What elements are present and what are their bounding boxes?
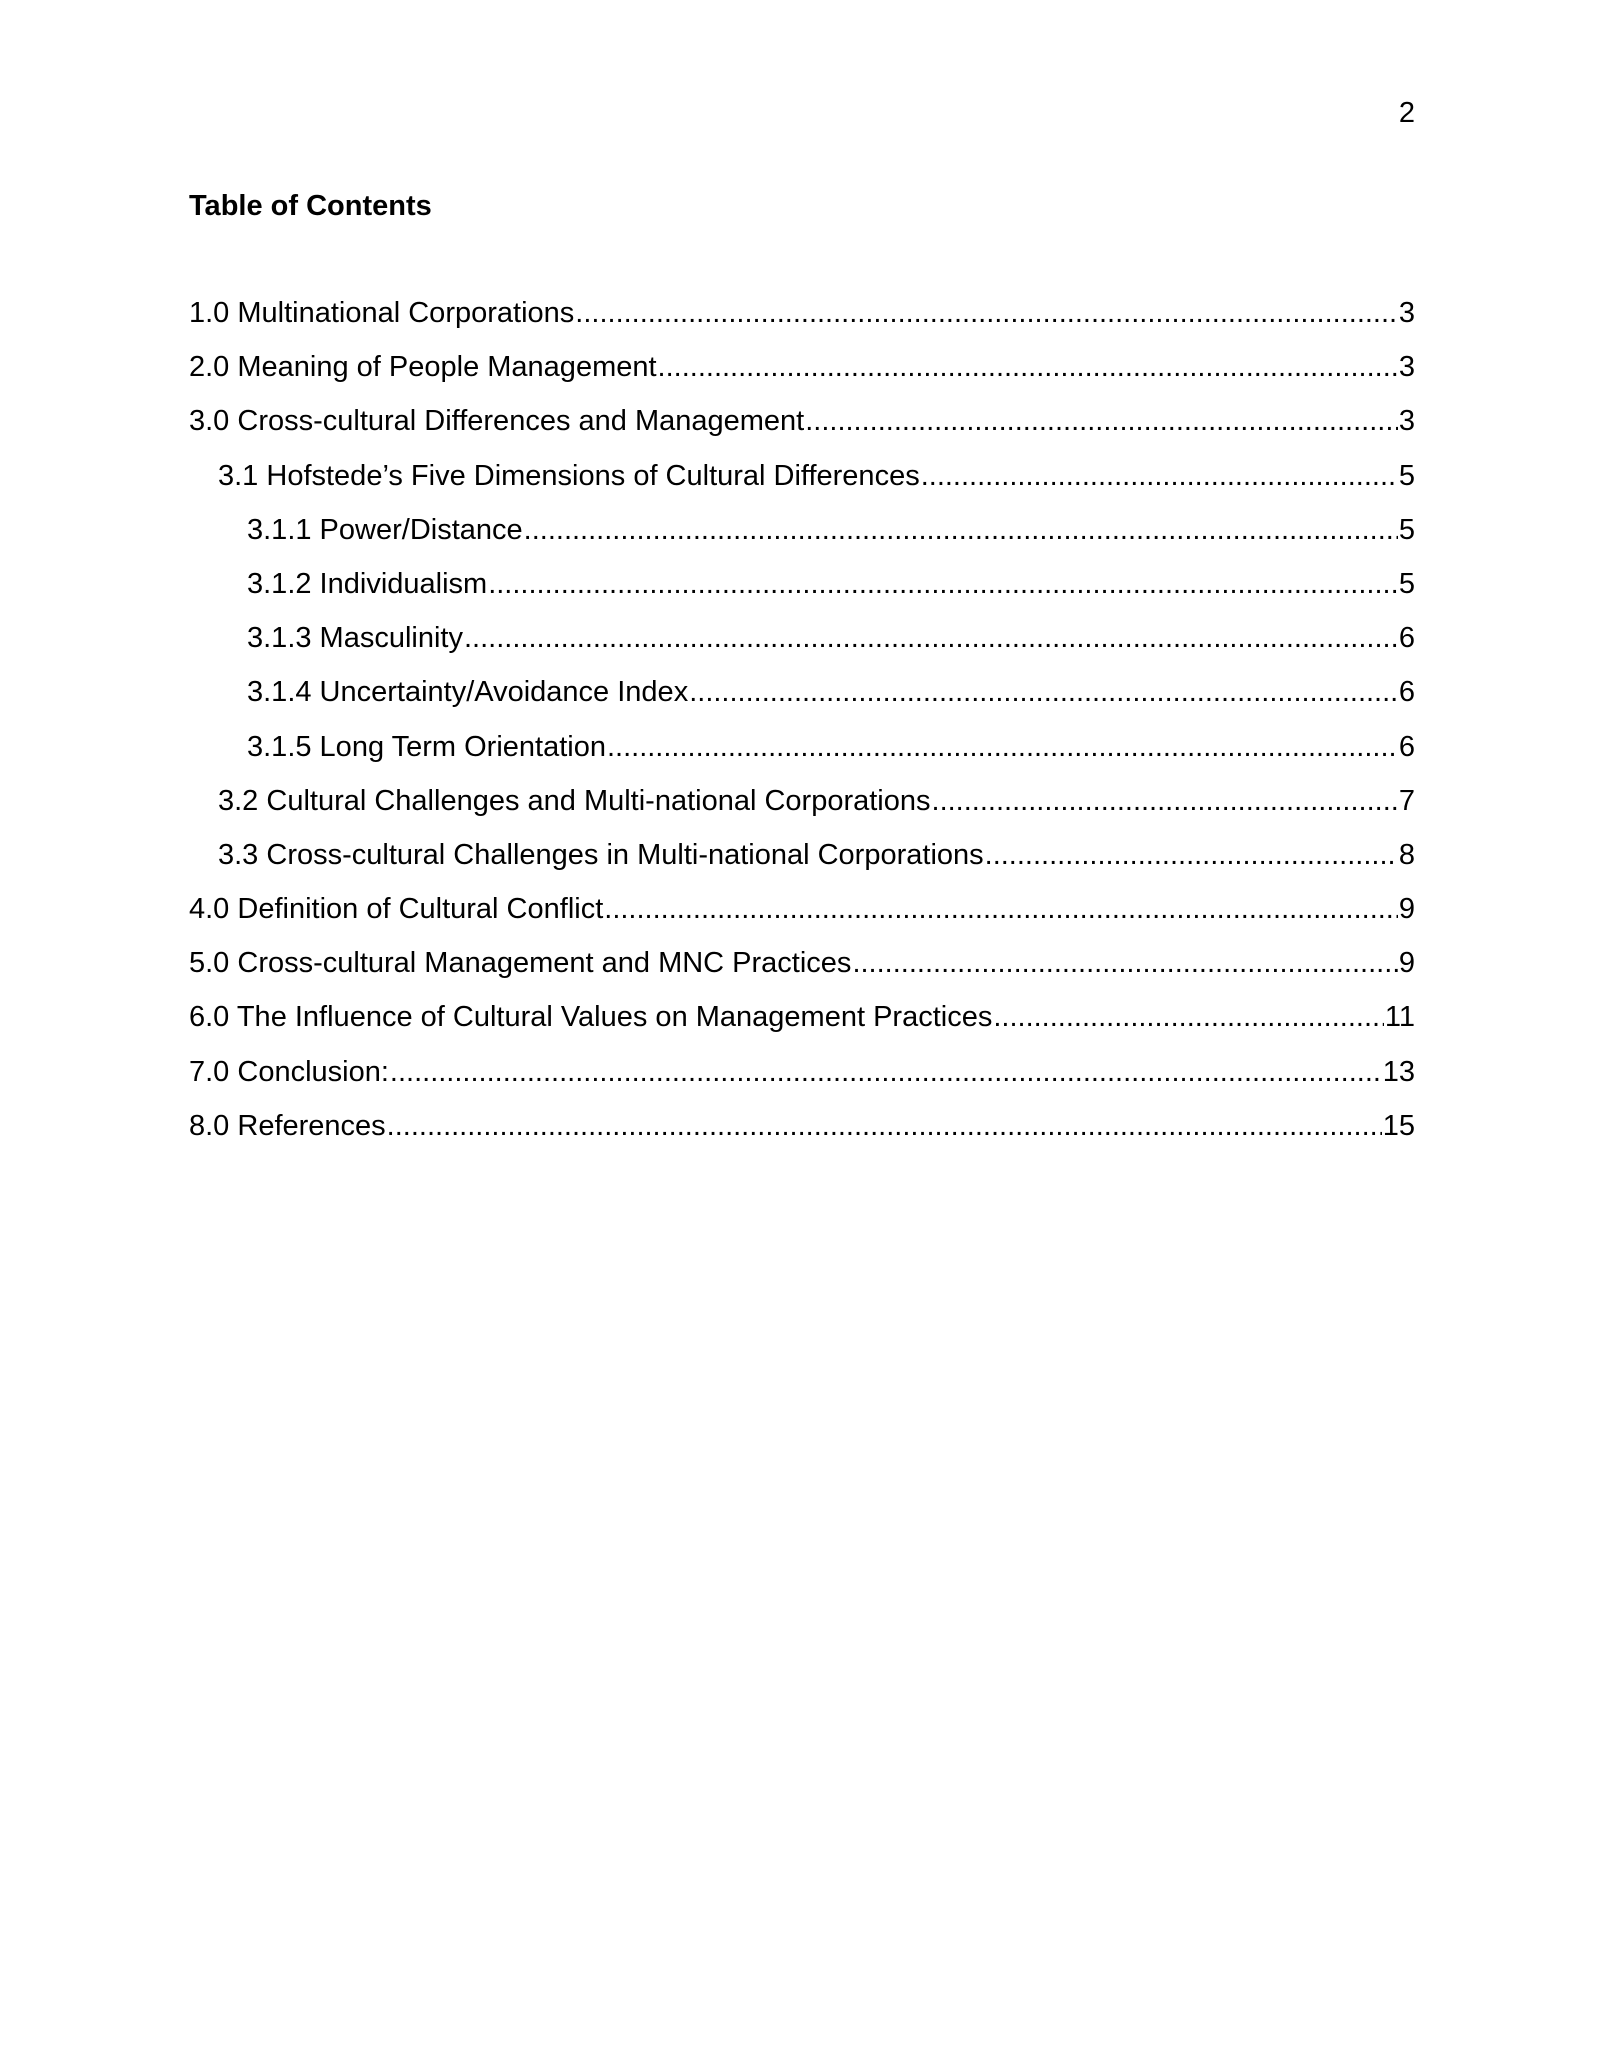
toc-entry-label: 7.0 Conclusion:: [189, 1055, 389, 1088]
toc-dot-leader: [805, 404, 1398, 438]
toc-entry[interactable]: [189, 1109, 1415, 1163]
toc-entry[interactable]: [189, 1055, 1415, 1109]
toc-entry-page: 5: [1398, 513, 1415, 546]
page-number: 2: [1398, 97, 1415, 129]
toc-entry-label: 3.1.2 Individualism: [247, 567, 488, 600]
toc-entry-page: 9: [1398, 947, 1415, 980]
toc-entry-page: 6: [1398, 622, 1415, 655]
toc-entry-page: 9: [1398, 893, 1415, 926]
toc-entry-label: 2.0 Meaning of People Management: [189, 351, 657, 384]
toc-entry-label: 3.3 Cross-cultural Challenges in Multi-national Corporations: [218, 838, 984, 871]
toc-entry-label: 3.1.5 Long Term Orientation: [247, 730, 606, 763]
toc-entry[interactable]: [189, 675, 1415, 729]
toc-entry-page: 3: [1398, 351, 1415, 384]
toc-entry[interactable]: [189, 946, 1415, 1000]
toc-entry-page: 5: [1398, 567, 1415, 600]
toc-entry-page: 6: [1398, 676, 1415, 709]
toc-entry-page: 3: [1398, 405, 1415, 438]
toc-entry-page: 7: [1398, 784, 1415, 817]
toc-entry[interactable]: [189, 567, 1415, 621]
toc-entry-label: 3.2 Cultural Challenges and Multi-national Corporations: [218, 784, 931, 817]
toc-entry[interactable]: [189, 296, 1415, 350]
toc-entry-page: 6: [1398, 730, 1415, 763]
toc-entry-label: 3.1 Hofstede’s Five Dimensions of Cultural Differences: [218, 459, 920, 492]
toc-entry-label: 6.0 The Influence of Cultural Values on Management Practices: [189, 1001, 993, 1034]
toc-dot-leader: [464, 621, 1398, 655]
toc-dot-leader: [390, 1055, 1382, 1089]
toc-dot-leader: [488, 567, 1398, 601]
toc-entry-label: 8.0 References: [189, 1109, 386, 1142]
toc-entry-label: 1.0 Multinational Corporations: [189, 297, 575, 329]
toc-entry[interactable]: [189, 621, 1415, 675]
toc-entry-label: 3.1.4 Uncertainty/Avoidance Index: [247, 676, 689, 709]
toc-entry-label: 3.1.3 Masculinity: [247, 622, 463, 655]
toc-entry[interactable]: [189, 350, 1415, 404]
toc-dot-leader: [985, 838, 1398, 872]
toc-list: [189, 296, 1415, 1163]
toc-entry[interactable]: [189, 784, 1415, 838]
toc-entry[interactable]: [189, 513, 1415, 567]
toc-entry[interactable]: [189, 1000, 1415, 1054]
toc-entry-label: 5.0 Cross-cultural Management and MNC Practices: [189, 947, 852, 980]
toc-title: Table of Contents: [189, 190, 432, 222]
toc-entry[interactable]: [189, 459, 1415, 513]
toc-entry-page: 5: [1398, 459, 1415, 492]
toc-entry-page: 8: [1398, 838, 1415, 871]
toc-entry-label: 3.1.1 Power/Distance: [247, 513, 523, 546]
toc-entry-page: 3: [1398, 297, 1415, 329]
toc-entry-page: 13: [1382, 1055, 1415, 1088]
toc-dot-leader: [604, 892, 1398, 926]
toc-dot-leader: [607, 730, 1398, 764]
toc-entry-page: 15: [1382, 1109, 1415, 1142]
toc-entry-label: 3.0 Cross-cultural Differences and Management: [189, 405, 805, 438]
toc-dot-leader: [921, 459, 1398, 493]
toc-entry-page: 11: [1384, 1001, 1415, 1034]
toc-dot-leader: [932, 784, 1398, 818]
toc-dot-leader: [387, 1109, 1382, 1143]
toc-entry[interactable]: [189, 404, 1415, 458]
toc-dot-leader: [575, 296, 1398, 330]
toc-entry-label: 4.0 Definition of Cultural Conflict: [189, 893, 604, 926]
toc-dot-leader: [689, 675, 1398, 709]
toc-entry[interactable]: [189, 892, 1415, 946]
toc-entry[interactable]: [189, 730, 1415, 784]
toc-dot-leader: [658, 350, 1398, 384]
toc-dot-leader: [993, 1000, 1384, 1034]
toc-dot-leader: [852, 946, 1397, 980]
toc-entry[interactable]: [189, 838, 1415, 892]
toc-dot-leader: [524, 513, 1398, 547]
